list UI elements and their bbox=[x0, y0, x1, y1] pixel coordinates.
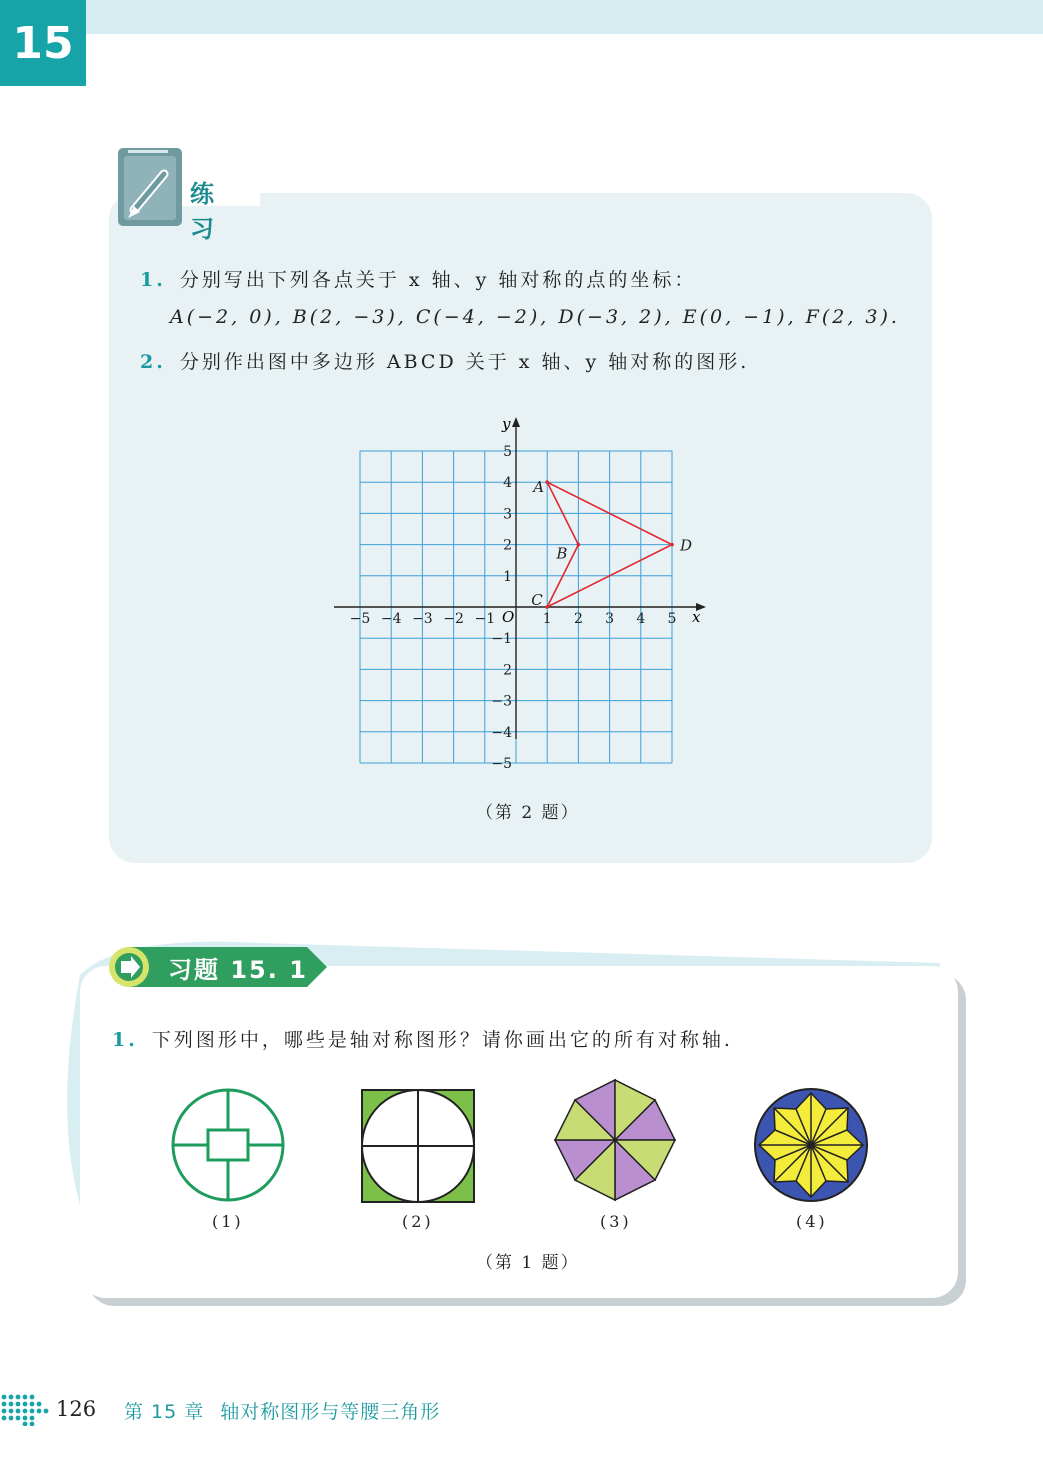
vertex-point bbox=[545, 605, 549, 609]
y-tick-label: 5 bbox=[503, 444, 512, 460]
exercise-figure-caption: （第 1 题） bbox=[476, 1253, 580, 1273]
practice-figure-caption: （第 2 题） bbox=[476, 803, 580, 823]
x-tick-label: −3 bbox=[412, 611, 433, 627]
x-tick-label: 1 bbox=[542, 611, 552, 627]
footer-chapter-number: 第 15 章 bbox=[124, 1401, 205, 1423]
figure-3-pinwheel bbox=[552, 1078, 680, 1204]
vertex-label: C bbox=[531, 591, 543, 609]
practice-question-1 bbox=[140, 265, 696, 292]
x-tick-label: 4 bbox=[636, 611, 646, 627]
y-tick-label: 1 bbox=[503, 568, 512, 585]
footer-chapter bbox=[124, 1397, 440, 1424]
figure-label-2: (2) bbox=[402, 1212, 434, 1231]
figure-label-3: (3) bbox=[600, 1212, 632, 1231]
figure-label-1: (1) bbox=[212, 1212, 244, 1231]
vertex-label: B bbox=[556, 544, 568, 563]
y-axis-label: y bbox=[502, 415, 511, 433]
question-text: 分别写出下列各点关于 x 轴、y 轴对称的点的坐标： bbox=[179, 269, 697, 291]
chapter-badge: 15 bbox=[0, 0, 86, 86]
figure-2-square-circle bbox=[360, 1088, 478, 1204]
origin-label: O bbox=[502, 608, 515, 626]
question-text: 下列图形中，哪些是轴对称图形？请你画出它的所有对称轴. bbox=[151, 1029, 733, 1051]
vertex-point bbox=[670, 543, 674, 547]
y-axis-arrow bbox=[512, 417, 520, 427]
x-tick-label: −2 bbox=[443, 611, 464, 627]
coordinate-grid-chart bbox=[320, 400, 730, 790]
question-text: 分别作出图中多边形 ABCD 关于 x 轴、y 轴对称的图形. bbox=[179, 351, 750, 373]
y-tick-label: −3 bbox=[491, 693, 512, 710]
footer-chapter-title: 轴对称图形与等腰三角形 bbox=[220, 1401, 441, 1423]
x-tick-label: −4 bbox=[380, 611, 402, 627]
x-tick-label: 2 bbox=[573, 611, 583, 627]
y-tick-label: 4 bbox=[503, 475, 512, 492]
x-tick-label: 5 bbox=[667, 611, 677, 627]
x-tick-label: −5 bbox=[349, 611, 371, 627]
y-tick-label: −4 bbox=[491, 724, 512, 741]
vertex-point bbox=[577, 543, 581, 547]
vertex-label: D bbox=[680, 536, 693, 555]
top-band bbox=[0, 0, 1043, 34]
vertex-point bbox=[545, 480, 549, 484]
exercise-title: 习题 15. 1 bbox=[168, 956, 308, 984]
figure-label-4: (4) bbox=[796, 1212, 828, 1231]
practice-tab bbox=[112, 146, 262, 243]
practice-question-1-points: A(−2, 0), B(2, −3), C(−4, −2), D(−3, 2), E(0, −1), F(2, 3). bbox=[170, 306, 900, 328]
practice-question-2 bbox=[140, 347, 749, 374]
y-tick-label: 2 bbox=[503, 662, 512, 679]
y-tick-label: −5 bbox=[491, 756, 512, 772]
figure-1-circle-square bbox=[168, 1085, 288, 1205]
y-tick-label: 3 bbox=[503, 506, 512, 523]
y-tick-label: 2 bbox=[503, 537, 512, 554]
figure-4-star-circle bbox=[752, 1086, 870, 1204]
y-tick-label: −1 bbox=[491, 631, 512, 648]
question-number: 1. bbox=[112, 1029, 138, 1051]
page-number: 126 bbox=[56, 1397, 97, 1421]
x-tick-label: −1 bbox=[474, 611, 496, 627]
question-number: 1. bbox=[140, 269, 166, 291]
dots-decoration-icon bbox=[0, 1392, 50, 1426]
x-tick-label: 3 bbox=[605, 611, 615, 627]
x-axis-label: x bbox=[692, 608, 701, 626]
question-number: 2. bbox=[140, 351, 166, 373]
practice-title: 练 习 bbox=[190, 180, 220, 243]
vertex-label: A bbox=[533, 478, 545, 497]
exercise-question-1 bbox=[112, 1025, 733, 1052]
